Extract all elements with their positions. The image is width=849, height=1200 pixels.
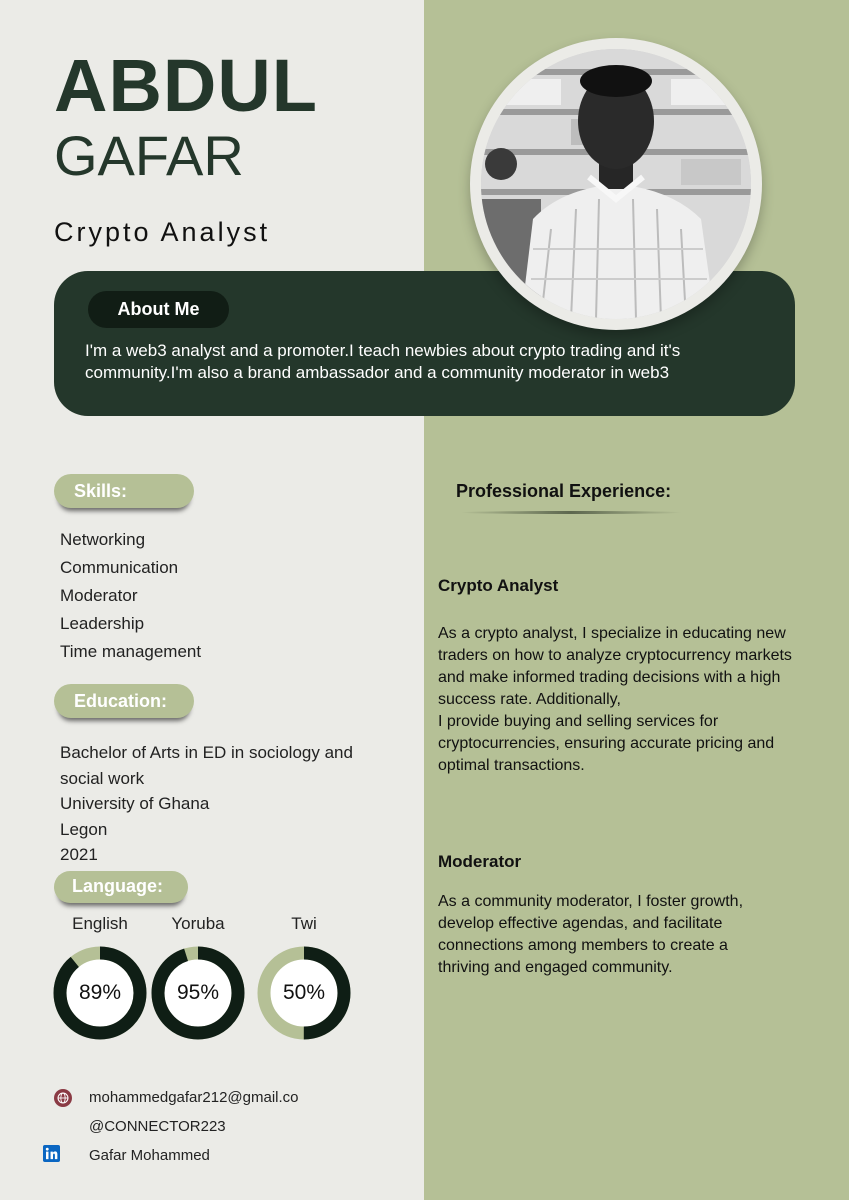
about-me-label: About Me — [88, 291, 229, 328]
job-description-line: develop effective agendas, and facilitate — [438, 915, 723, 932]
job-description-line: connections among members to create a — [438, 937, 728, 954]
job-description-moderator — [438, 891, 798, 979]
job-description-line: traders on how to analyze cryptocurrency markets — [438, 647, 792, 664]
education-line: Bachelor of Arts in ED in sociology and — [60, 743, 353, 762]
language-label: Language: — [54, 871, 188, 903]
language-percent-yoruba: 95% — [176, 981, 220, 1004]
skill-item: Leadership — [60, 614, 145, 633]
skills-label: Skills: — [54, 474, 194, 508]
job-title: Crypto Analyst — [54, 217, 271, 247]
first-name: ABDUL — [54, 44, 318, 127]
linkedin-icon — [43, 1145, 60, 1162]
skill-item: Networking — [60, 530, 146, 549]
language-name-english: English — [72, 914, 128, 933]
contact-handle: @CONNECTOR223 — [89, 1118, 226, 1135]
job-description-line: I provide buying and selling services for — [438, 713, 719, 730]
skill-item: Time management — [60, 642, 202, 661]
profile-photo-image — [481, 49, 751, 319]
globe-icon — [54, 1089, 72, 1107]
skill-item: Communication — [60, 558, 179, 577]
skill-item: Moderator — [60, 586, 138, 605]
job-description-crypto-analyst — [438, 623, 798, 777]
job-description-line: and make informed trading decisions with a high — [438, 669, 781, 686]
job-title-moderator: Moderator — [438, 852, 522, 871]
professional-experience-heading: Professional Experience: — [456, 481, 672, 501]
job-description-line: optimal transactions. — [438, 757, 585, 774]
job-description-line: thriving and engaged community. — [438, 959, 673, 976]
contact-email[interactable]: mohammedgafar212@gmail.co — [89, 1089, 299, 1106]
education-line: social work — [60, 768, 145, 788]
profile-photo — [481, 49, 751, 319]
heading-underline — [460, 511, 682, 514]
education-label: Education: — [54, 684, 194, 718]
education-line: University of Ghana — [60, 794, 210, 813]
language-percent-twi: 50% — [282, 981, 326, 1004]
language-name-yoruba: Yoruba — [171, 914, 225, 933]
job-title-crypto-analyst: Crypto Analyst — [438, 576, 559, 595]
language-name-twi: Twi — [291, 914, 317, 933]
about-me-text: I'm a web3 analyst and a promoter.I teach newbies about crypto trading and it's community.I'm also a brand ambassador and a community moderator in web3 — [85, 341, 681, 382]
last-name: GAFAR — [54, 124, 244, 187]
language-percent-english: 89% — [78, 981, 122, 1004]
contact-linkedin[interactable]: Gafar Mohammed — [89, 1147, 210, 1164]
job-description-line: As a community moderator, I foster growth, — [438, 893, 744, 910]
education-line: 2021 — [60, 845, 98, 864]
job-description-line: cryptocurrencies, ensuring accurate pricing and — [438, 735, 775, 752]
job-description-line: As a crypto analyst, I specialize in educating new — [438, 625, 786, 642]
education-line: Legon — [60, 819, 108, 839]
job-description-line: success rate. Additionally, — [438, 691, 621, 708]
education-details — [60, 740, 380, 868]
